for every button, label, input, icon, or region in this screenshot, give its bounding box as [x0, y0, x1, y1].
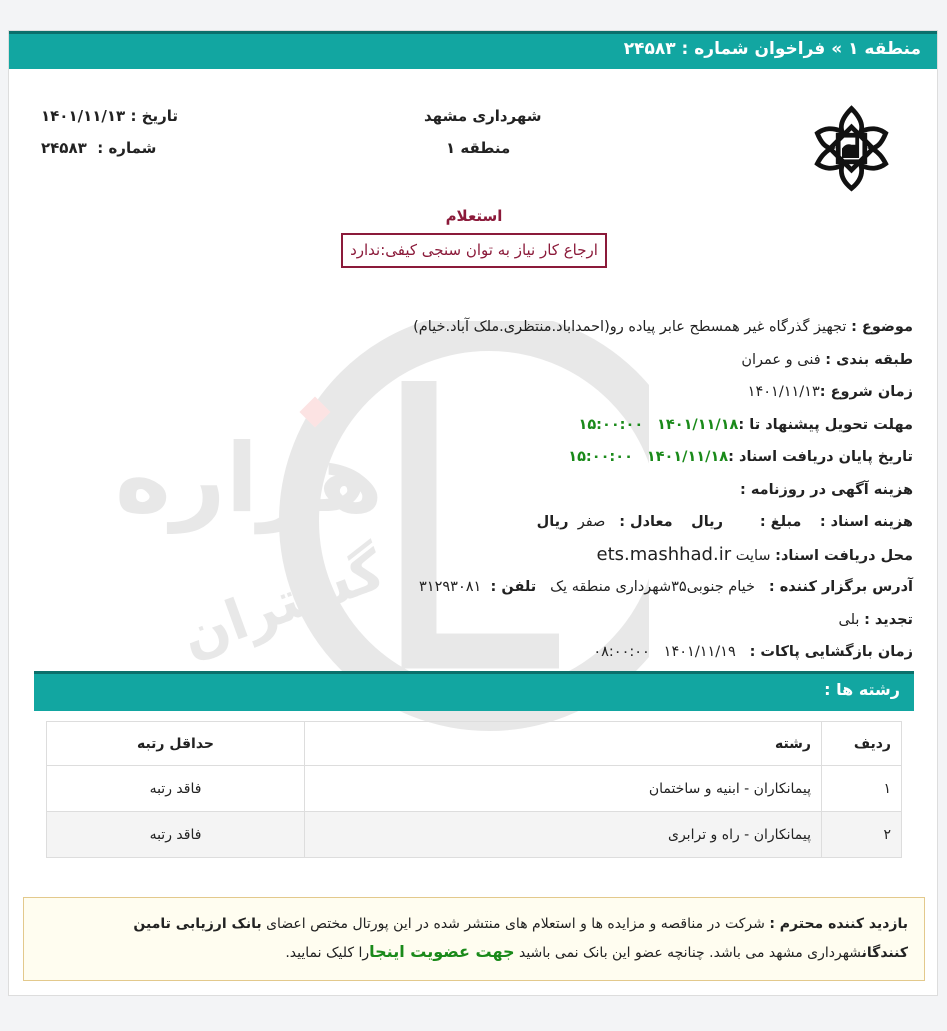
announcement-panel: [8, 30, 938, 996]
org-name: شهرداری مشهد: [424, 107, 542, 125]
org-region: منطقه ۱: [446, 139, 511, 157]
fields-table: [46, 721, 902, 858]
docs-end-date: ۱۴۰۱/۱۱/۱۸: [646, 449, 729, 465]
renew-label: تجدید :: [864, 611, 913, 628]
address-label: آدرس برگزار کننده :: [768, 579, 913, 595]
rial-unit-2: ریال: [536, 514, 569, 530]
start-value: ۱۴۰۱/۱۱/۱۳: [747, 384, 820, 400]
svg-text:هزاره: هزاره: [114, 424, 384, 534]
subject-value: تجهیز گذرگاه غیر همسطح عابر پیاده رو(احمداباد.منتظری.ملک آباد.خیام): [413, 319, 847, 335]
notice-text-2: شهرداری مشهد می باشد. چنانچه عضو این بانک نمی باشید: [518, 945, 862, 961]
phone-value: ۳۱۲۹۳۰۸۱: [419, 579, 482, 595]
notice-text: شرکت در مناقصه و مزایده ها و استعلام های منتشر شده در این پورتال مختص اعضای: [266, 916, 765, 932]
doc-cost-label: هزینه اسناد :: [819, 514, 913, 530]
number-value: ۲۴۵۸۳: [41, 139, 87, 157]
ad-cost-row: [413, 479, 913, 512]
opening-date: ۱۴۰۱/۱۱/۱۹: [663, 644, 736, 660]
notice-heading: بازدید کننده محترم :: [769, 916, 908, 932]
quality-assessment-notice: ارجاع کار نیاز به توان سنجی کیفی:ندارد: [341, 233, 607, 268]
category-label: طبقه بندی :: [825, 351, 913, 368]
opening-row: [413, 641, 913, 674]
page-title: منطقه ۱ » فراخوان شماره : ۲۴۵۸۳: [9, 31, 937, 69]
details-list: [413, 316, 913, 674]
ad-cost-label: هزینه آگهی در روزنامه :: [739, 481, 913, 498]
subject-label: موضوع :: [851, 319, 913, 335]
membership-link[interactable]: جهت عضویت اینجا: [369, 942, 515, 961]
opening-label: زمان بازگشایی پاکات :: [749, 644, 913, 660]
number-label: شماره :: [97, 139, 157, 157]
doc-place-row: [413, 544, 913, 577]
document-type: استعلام: [445, 207, 503, 225]
address-row: [413, 576, 913, 609]
equiv-value: صفر: [577, 514, 606, 530]
min-grade: فاقد رتبه: [47, 766, 305, 812]
category-row: [413, 349, 913, 382]
opening-time: ۰۸:۰۰:۰۰: [593, 644, 650, 660]
docs-end-label: تاریخ پایان دریافت اسناد :: [728, 449, 913, 465]
phone-label: تلفن :: [490, 579, 537, 595]
notice-bank-name: بانک ارزیابی تامین کنندگان: [133, 916, 908, 961]
table-row: [47, 766, 902, 812]
row-number: ۱: [822, 766, 902, 812]
start-row: [413, 381, 913, 414]
date-value: ۱۴۰۱/۱۱/۱۳: [41, 107, 126, 125]
col-row-number: ردیف: [822, 722, 902, 766]
col-field: رشته: [305, 722, 822, 766]
date-label: تاریخ :: [130, 107, 179, 125]
deadline-label: مهلت تحویل پیشنهاد تا :: [738, 416, 913, 433]
start-label: زمان شروع :: [819, 384, 913, 400]
notice-text-3: را کلیک نمایید.: [285, 945, 370, 961]
min-grade: فاقد رتبه: [47, 812, 305, 858]
mashhad-municipality-logo: [804, 101, 899, 196]
rial-unit: ریال: [691, 514, 723, 530]
renew-row: [413, 609, 913, 642]
table-header: [47, 722, 902, 766]
doc-place-label: محل دریافت اسناد:: [775, 547, 913, 564]
field-name: پیمانکاران - راه و ترابری: [305, 812, 822, 858]
col-min-grade: حداقل رتبه: [47, 722, 305, 766]
row-number: ۲: [822, 812, 902, 858]
date-field: [41, 107, 178, 125]
address-value: خیام جنوبی۳۵شهرداری منطقه یک: [550, 579, 756, 595]
equiv-label: معادل :: [619, 514, 673, 530]
doc-place-site: ets.mashhad.ir: [596, 543, 732, 565]
table-row: [47, 812, 902, 858]
doc-place-prefix: سایت: [735, 547, 771, 564]
visitor-notice: [23, 897, 925, 981]
deadline-date: ۱۴۰۱/۱۱/۱۸: [657, 416, 739, 433]
number-field: [41, 139, 156, 157]
deadline-time: ۱۵:۰۰:۰۰: [578, 416, 644, 433]
renew-value: بلی: [838, 611, 860, 628]
deadline-row: [413, 414, 913, 447]
amount-label: مبلغ :: [759, 514, 802, 530]
docs-end-row: [413, 446, 913, 479]
doc-cost-row: [413, 511, 913, 544]
category-value: فنی و عمران: [741, 351, 821, 368]
docs-end-time: ۱۵:۰۰:۰۰: [568, 449, 633, 465]
subject-row: [413, 316, 913, 349]
fields-section-header: رشته ها :: [34, 671, 914, 711]
svg-text:گستران: گستران: [172, 537, 393, 670]
field-name: پیمانکاران - ابنیه و ساختمان: [305, 766, 822, 812]
